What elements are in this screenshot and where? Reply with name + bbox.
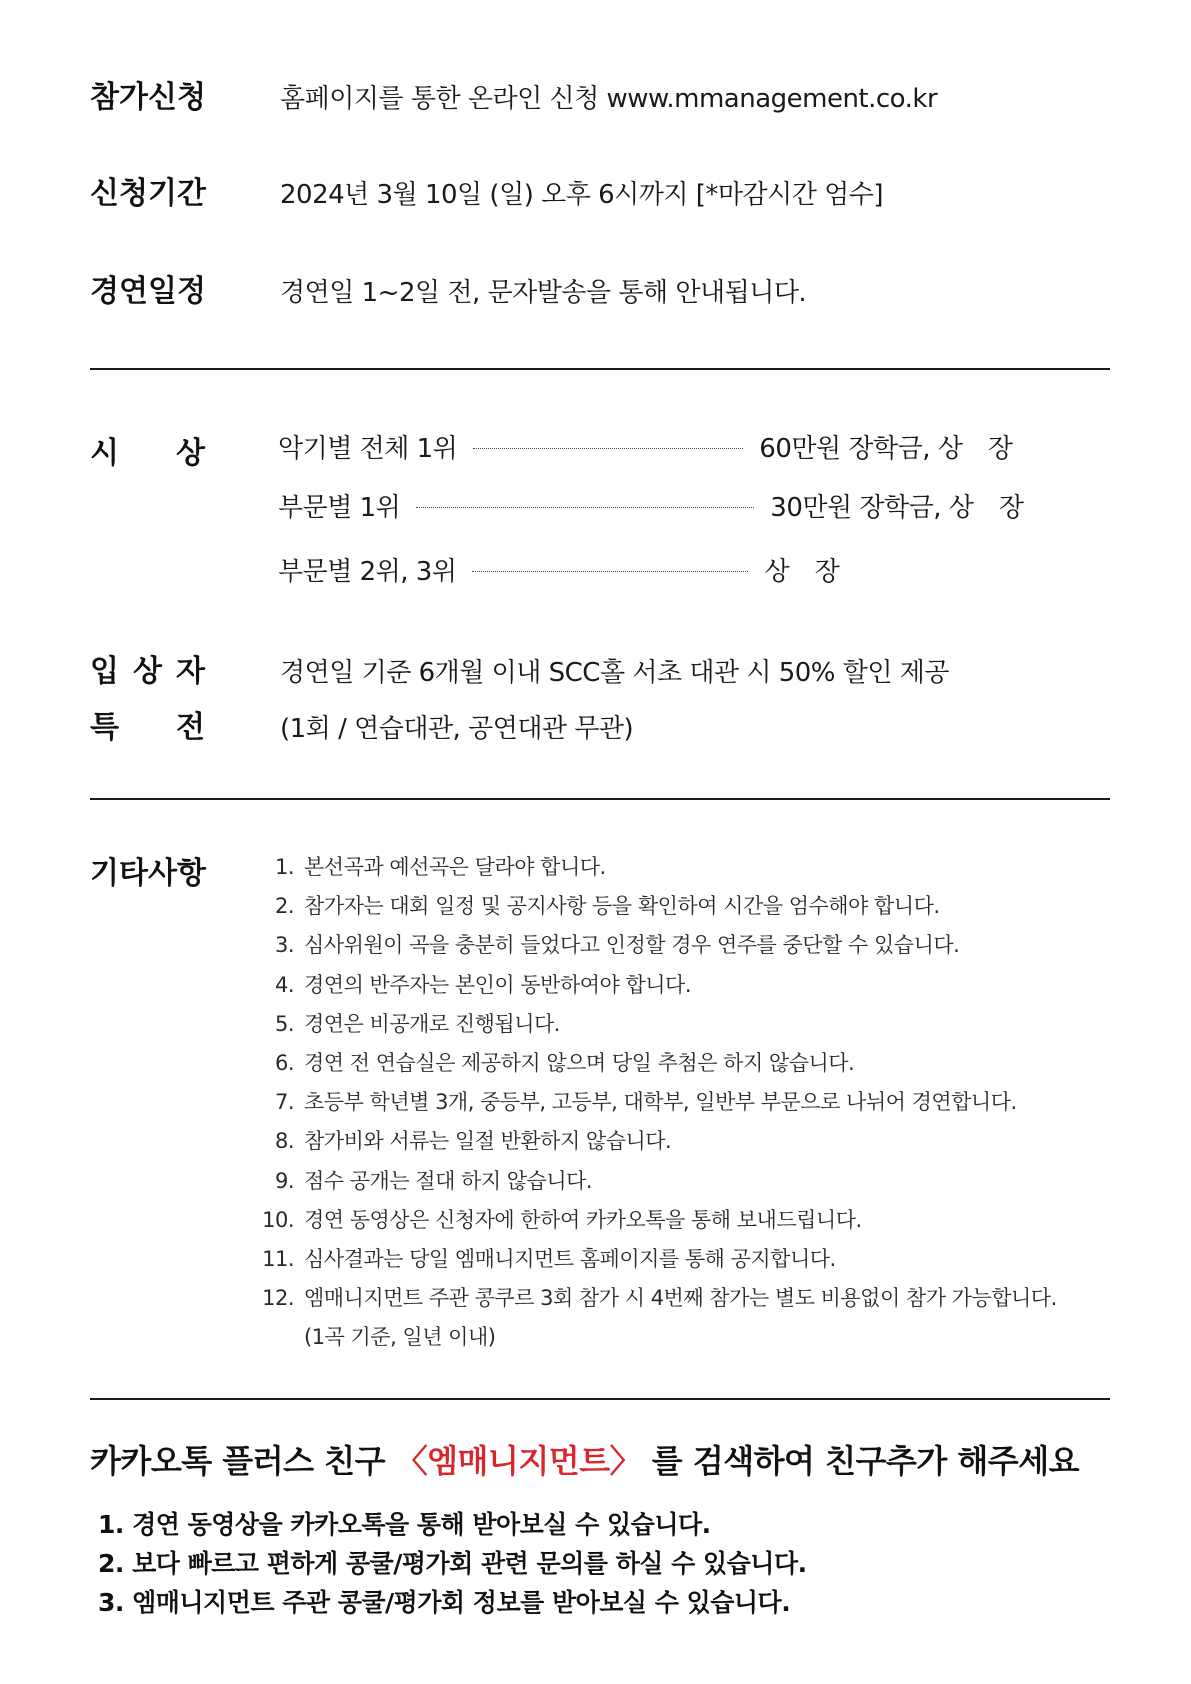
list-item: 4. 경연의 반주자는 본인이 동반하여야 합니다.: [274, 972, 692, 997]
list-item: 8. 참가비와 서류는 일절 반환하지 않습니다.: [274, 1129, 672, 1154]
award-row: [278, 551, 1048, 588]
award-row: [278, 487, 1048, 524]
list-item: 2. 참가자는 대회 일정 및 공지사항 등을 확인하여 시간을 엄수해야 합니다.: [274, 894, 940, 919]
award-prize: 상 장: [764, 557, 840, 587]
kakao-heading: 카카오톡 플러스 친구 〈엠매니지먼트〉 를 검색하여 친구추가 해주세요: [90, 1442, 1080, 1480]
divider: [90, 1398, 1110, 1400]
info-value: 경연일 1~2일 전, 문자발송을 통해 안내됩니다.: [280, 278, 807, 308]
list-item: 3. 엠매니지먼트 주관 콩쿨/평가회 정보를 받아보실 수 있습니다.: [98, 1588, 791, 1617]
winners-label-line2: 특 전: [90, 710, 205, 745]
list-item: 11. 심사결과는 당일 엠매니지먼트 홈페이지를 통해 공지합니다.: [262, 1246, 836, 1271]
kakao-benefits: [98, 1505, 807, 1622]
list-item: 6. 경연 전 연습실은 제공하지 않으며 당일 추첨은 하지 않습니다.: [274, 1050, 855, 1075]
info-row-schedule: [90, 266, 806, 310]
list-item: 5. 경연은 비공개로 진행됩니다.: [274, 1011, 560, 1036]
winners-label-line1: 입 상 자: [90, 654, 205, 689]
list-item-subnote: (1곡 기준, 일년 이내): [304, 1325, 496, 1350]
winners-text: 경연일 기준 6개월 이내 SCC홀 서초 대관 시 50% 할인 제공: [280, 658, 949, 688]
notes-list: [262, 848, 1057, 1357]
winners-row-2: [90, 702, 633, 746]
list-item: 12. 엠매니지먼트 주관 콩쿠르 3회 참가 시 4번째 참가는 별도 비용없이 참가 가능합니다.: [262, 1286, 1057, 1311]
dotted-leader: [472, 571, 748, 572]
award-prize: 30만원 장학금, 상 장: [770, 493, 1024, 523]
info-label: 참가신청: [90, 80, 206, 115]
brand-name: 〈엠매니지먼트〉: [395, 1442, 642, 1480]
dotted-leader: [416, 507, 754, 508]
notes-label-row: [90, 848, 280, 892]
info-row-application: [90, 72, 937, 116]
awards-label-row: [90, 428, 280, 472]
dotted-leader: [473, 448, 743, 449]
award-prize: 60만원 장학금, 상 장: [759, 434, 1013, 464]
list-item: 3. 심사위원이 곡을 충분히 들었다고 인정할 경우 연주를 중단할 수 있습니다.: [274, 933, 960, 958]
info-label: 신청기간: [90, 176, 206, 211]
list-item: 1. 경연 동영상을 카카오톡을 통해 받아보실 수 있습니다.: [98, 1510, 711, 1539]
info-label: 경연일정: [90, 274, 206, 309]
award-name: 부문별 1위: [278, 493, 401, 523]
award-name: 악기별 전체 1위: [278, 434, 458, 464]
divider: [90, 368, 1110, 370]
award-name: 부문별 2위, 3위: [278, 557, 457, 587]
list-item: 2. 보다 빠르고 편하게 콩쿨/평가회 관련 문의를 하실 수 있습니다.: [98, 1549, 807, 1578]
notes-label: 기타사항: [90, 856, 206, 891]
info-value: 2024년 3월 10일 (일) 오후 6시까지 [*마감시간 엄수]: [280, 180, 884, 210]
winners-row-1: [90, 646, 949, 690]
info-row-period: [90, 168, 883, 212]
awards-label: 시 상: [90, 436, 205, 471]
list-item: 7. 초등부 학년별 3개, 중등부, 고등부, 대학부, 일반부 부문으로 나뉘어 경연합니다.: [274, 1090, 1017, 1115]
winners-subtext: (1회 / 연습대관, 공연대관 무관): [280, 714, 634, 744]
list-item: 1. 본선곡과 예선곡은 달라야 합니다.: [274, 855, 606, 879]
list-item: 10. 경연 동영상은 신청자에 한하여 카카오톡을 통해 보내드립니다.: [262, 1207, 862, 1232]
list-item: 9. 점수 공개는 절대 하지 않습니다.: [274, 1168, 593, 1193]
divider: [90, 798, 1110, 800]
award-row: [278, 428, 1048, 465]
info-value: 홈페이지를 통한 온라인 신청 www.mmanagement.co.kr: [280, 84, 938, 114]
